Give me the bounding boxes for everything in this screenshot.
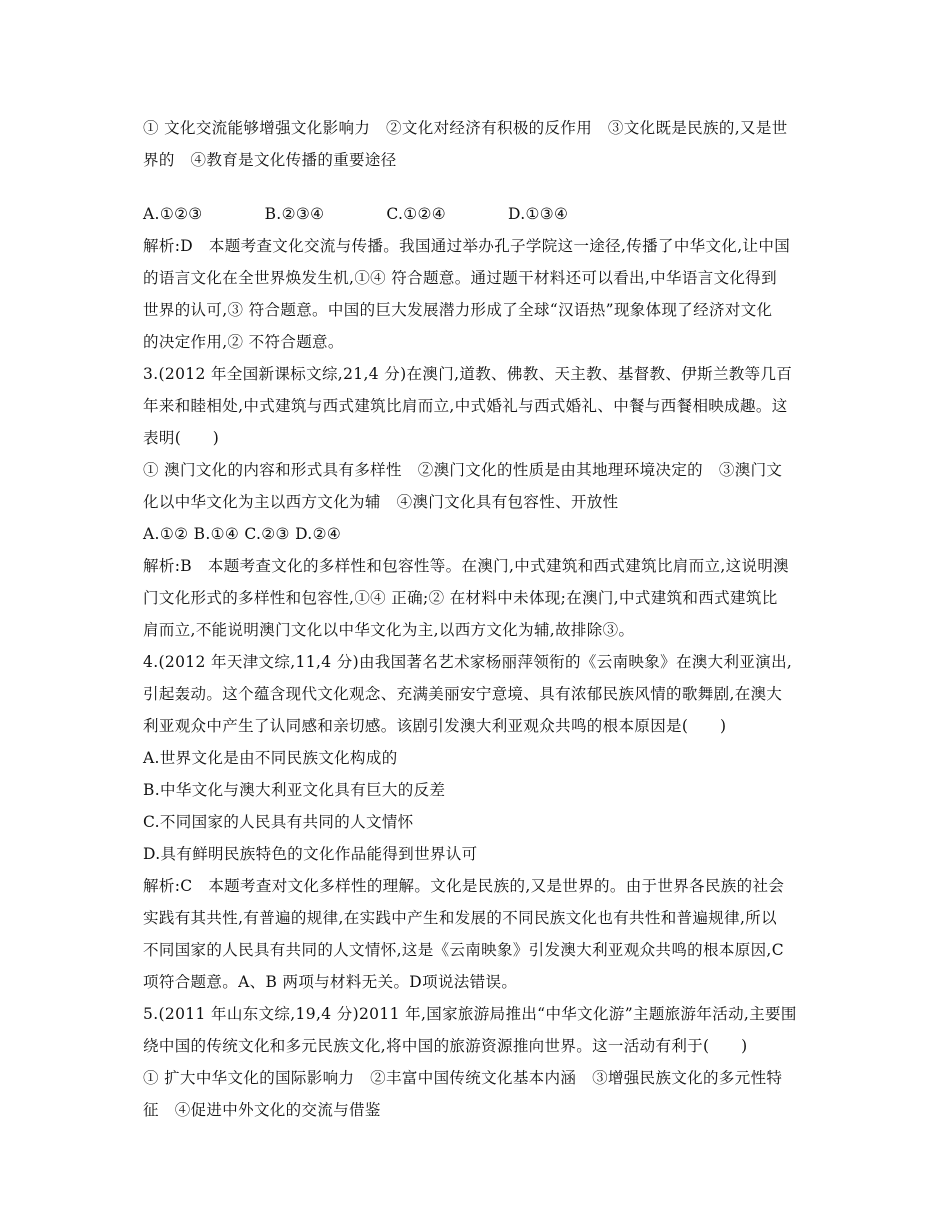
q3-stem-line: 年来和睦相处,中式建筑与西式建筑比肩而立,中式婚礼与西式婚礼、中餐与西餐相映成趣。这	[143, 397, 788, 415]
q3-analysis-line: 门文化形式的多样性和包容性,①④ 正确;② 在材料中未体现;在澳门,中式建筑和西式建筑比	[143, 589, 778, 607]
q3-analysis-line: 肩而立,不能说明澳门文化以中华文化为主,以西方文化为辅,故排除③。	[143, 621, 635, 639]
q3-options: A.①② B.①④ C.②③ D.②④	[143, 525, 342, 543]
q2-options	[143, 198, 815, 230]
q2-choices-line-2: 界的 ④教育是文化传播的重要途径	[143, 151, 397, 169]
q2-analysis-line: 的决定作用,② 不符合题意。	[143, 333, 344, 351]
q2-option-a: A.①②③	[143, 205, 203, 223]
q5-choices-line: 征 ④促进中外文化的交流与借鉴	[143, 1101, 381, 1119]
q4-analysis-line: 实践有其共性,有普遍的规律,在实践中产生和发展的不同民族文化也有共性和普遍规律,所以	[143, 909, 777, 927]
q2-option-d: D.①③④	[508, 205, 569, 223]
q3-analysis-line: 解析:B 本题考查文化的多样性和包容性等。在澳门,中式建筑和西式建筑比肩而立,这说明澳	[143, 557, 790, 575]
q3-choices-line: ① 澳门文化的内容和形式具有多样性 ②澳门文化的性质是由其地理环境决定的 ③澳门文	[143, 461, 783, 479]
q4-analysis-line: 项符合题意。A、B 两项与材料无关。D项说法错误。	[143, 973, 518, 991]
q2-choices-line-1: ① 文化交流能够增强文化影响力 ②文化对经济有积极的反作用 ③文化既是民族的,又是世	[143, 119, 788, 137]
q3-stem-line: 3.(2012 年全国新课标文综,21,4 分)在澳门,道教、佛教、天主教、基督教、伊斯兰教等几百	[143, 365, 793, 383]
q4-option-a: A.世界文化是由不同民族文化构成的	[143, 749, 398, 767]
q4-option-d: D.具有鲜明民族特色的文化作品能得到世界认可	[143, 845, 478, 863]
q4-analysis-line: 解析:C 本题考查对文化多样性的理解。文化是民族的,又是世界的。由于世界各民族的社会	[143, 877, 785, 895]
q2-analysis-line: 解析:D 本题考查文化交流与传播。我国通过举办孔子学院这一途径,传播了中华文化,让中国	[143, 237, 791, 255]
q5-choices-line: ① 扩大中华文化的国际影响力 ②丰富中国传统文化基本内涵 ③增强民族文化的多元性特	[143, 1069, 783, 1087]
q4-analysis-line: 不同国家的人民具有共同的人文情怀,这是《云南映象》引发澳大利亚观众共鸣的根本原因,C	[143, 941, 784, 959]
q2-option-c: C.①②④	[386, 205, 446, 223]
q2-analysis-line: 世界的认可,③ 符合题意。中国的巨大发展潜力形成了全球“汉语热”现象体现了经济对文化	[143, 301, 773, 319]
q4-option-c: C.不同国家的人民具有共同的人文情怀	[143, 813, 414, 831]
q4-stem-line: 引起轰动。这个蕴含现代文化观念、充满美丽安宁意境、具有浓郁民族风情的歌舞剧,在澳大	[143, 685, 783, 703]
question-content	[143, 112, 815, 1126]
q4-stem-line: 4.(2012 年天津文综,11,4 分)由我国著名艺术家杨丽萍领衔的《云南映象》在澳大利亚演出,	[143, 653, 793, 671]
q5-stem-line: 5.(2011 年山东文综,19,4 分)2011 年,国家旅游局推出“中华文化游”主题旅游年活动,主要围	[143, 1005, 797, 1023]
q3-stem-line: 表明( )	[143, 429, 220, 447]
spacer	[143, 176, 815, 198]
q5-stem-line: 绕中国的传统文化和多元民族文化,将中国的旅游资源推向世界。这一活动有利于( )	[143, 1037, 748, 1055]
q2-option-b: B.②③④	[264, 205, 325, 223]
q3-choices-line: 化以中华文化为主以西方文化为辅 ④澳门文化具有包容性、开放性	[143, 493, 619, 511]
q4-option-b: B.中华文化与澳大利亚文化具有巨大的反差	[143, 781, 446, 799]
q4-stem-line: 利亚观众中产生了认同感和亲切感。该剧引发澳大利亚观众共鸣的根本原因是( )	[143, 717, 727, 735]
q2-analysis-line: 的语言文化在全世界焕发生机,①④ 符合题意。通过题干材料还可以看出,中华语言文化得到	[143, 269, 777, 287]
